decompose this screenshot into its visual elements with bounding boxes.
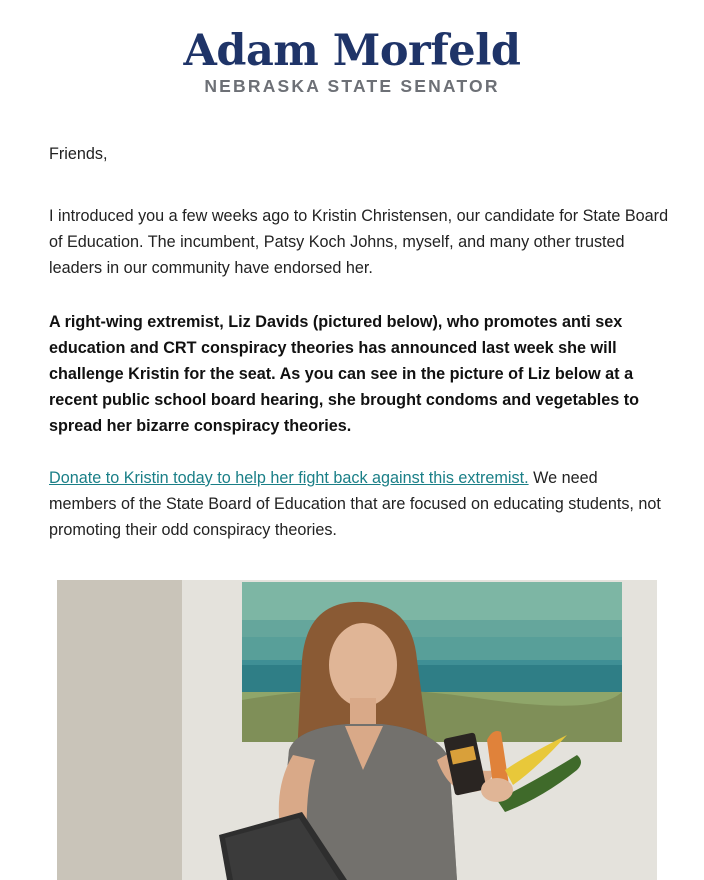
donate-link[interactable]: Donate to Kristin today to help her fight back against this extremist. [49, 469, 529, 487]
email-header [0, 26, 704, 96]
bold-paragraph: A right-wing extremist, Liz Davids (pictured below), who promotes anti sex education and CRT conspiracy theories has announced last week she will challenge Kristin for the seat. As you can see in the picture of Liz below at a recent public school board hearing, she brought condoms and vegetables to spread her bizarre conspiracy theories. [49, 313, 640, 435]
intro-paragraph: I introduced you a few weeks ago to Kristin Christensen, our candidate for State Board of Education. The incumbent, Patsy Koch Johns, myself, and many other trusted leaders in our community have endorsed her. [49, 207, 669, 277]
donate-paragraph [49, 465, 669, 543]
sender-title: NEBRASKA STATE SENATOR [204, 76, 500, 96]
sender-name-logo: Adam Morfeld [183, 26, 521, 76]
photo-liz-davids [57, 580, 657, 880]
donate-paragraph-text: We need members of the State Board of Education that are focused on educating students, not promoting their odd conspiracy theories. [49, 469, 661, 539]
greeting: Friends, [49, 145, 108, 163]
photo-illustration [57, 580, 657, 880]
